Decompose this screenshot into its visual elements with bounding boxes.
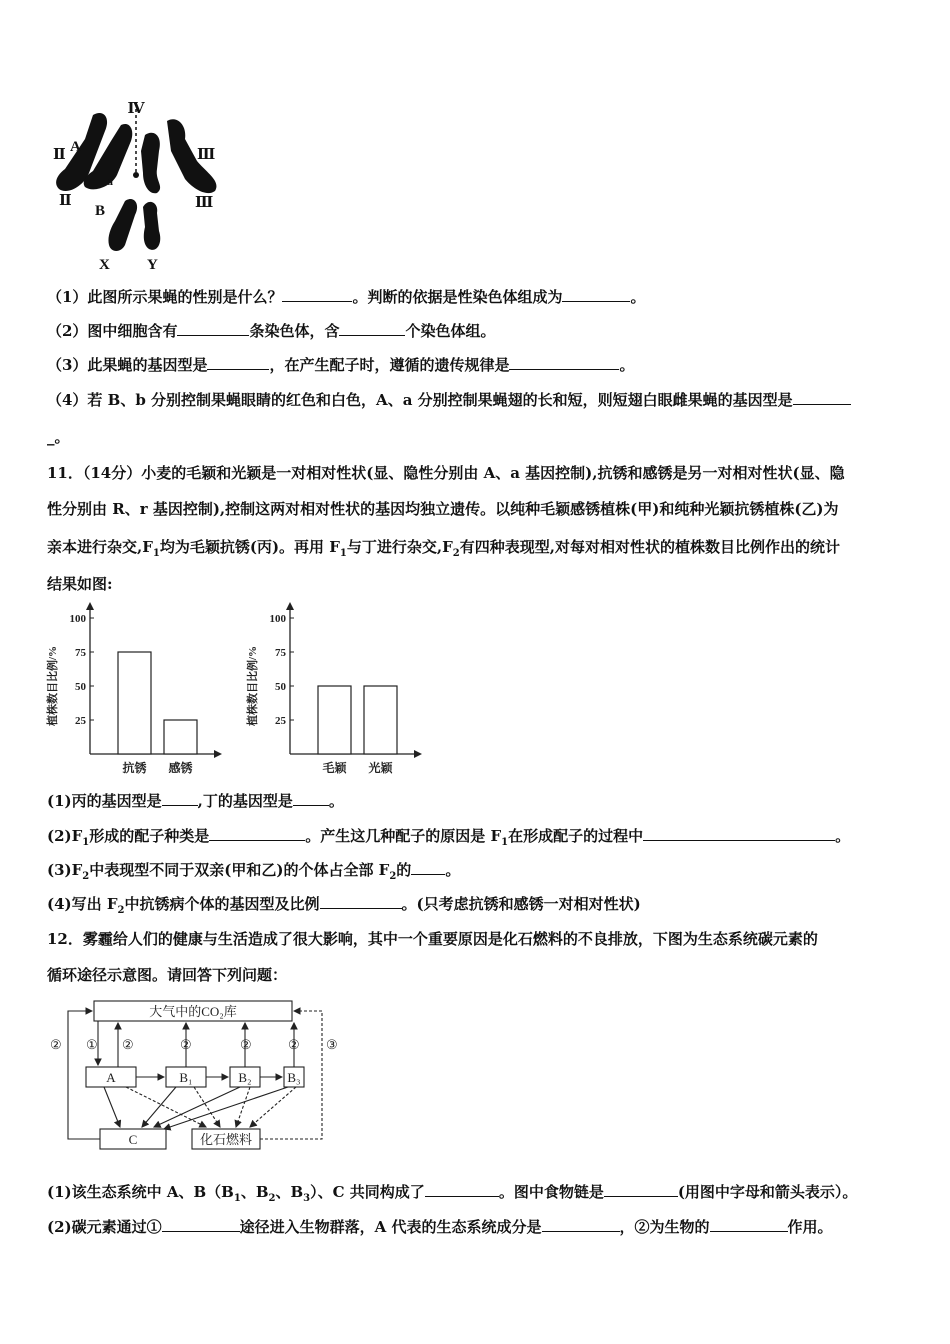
chromosome-iv-dot [133, 172, 139, 178]
q11-part2: $(2)F_1$形成的配子种类是 。产生这几种配子的原因是 $F_1$在形成配子的过程中 。 [47, 827, 851, 848]
y-tick-label: 100 [269, 613, 286, 625]
q11-intro-line3: 亲本进行杂交$,F_1$均为毛颖抗锈(丙)。再用 $F_1$与丁进行杂交$,F_2$有四种表现型,对每对相对性状的植株数目比例作出的统计 [47, 538, 840, 559]
chromosome-y [143, 202, 160, 250]
y-axis-label: 植株数目比例/% [47, 645, 59, 727]
answer-blank[interactable] [207, 357, 269, 370]
bar-光颖 [364, 686, 397, 754]
node-fossil-fuel: 化石燃料 [199, 1132, 253, 1147]
y-tick-label: 25 [275, 715, 286, 727]
label-iii-top: Ⅲ [197, 147, 216, 163]
chromosome-iii-left [141, 133, 160, 194]
q11-intro-line2: 性分别由 R、r 基因控制),控制这两对相对性状的基因均独立遗传。以纯种毛颖感锈植株(甲)和纯种光颖抗锈植株(乙)为 [47, 500, 839, 518]
answer-blank[interactable] [209, 828, 305, 841]
co2-pool-label: 大气中的CO₂库 [149, 1004, 237, 1019]
answer-blank[interactable] [509, 357, 619, 370]
q10-part3: （3）此果蝇的基因型是 ，在产生配子时，遵循的遗传规律是 。 [47, 356, 635, 374]
marker-2-b: ② [180, 1037, 192, 1052]
node-B3: B₃ [287, 1070, 301, 1085]
bar-抗锈 [118, 652, 151, 754]
y-axis-label: 植株数目比例/% [247, 645, 259, 727]
label-iii-bottom: Ⅲ [195, 195, 214, 211]
marker-3: ③ [326, 1037, 338, 1052]
node-B1: B₁ [179, 1070, 193, 1085]
answer-blank[interactable] [604, 1184, 678, 1197]
label-a: a [107, 174, 113, 188]
answer-blank[interactable] [710, 1219, 788, 1232]
q11-part3: $(3)F_2$中表现型不同于双亲(甲和乙)的个体占全部 $F_2$的 。 [47, 861, 461, 882]
category-label: 毛颖 [322, 761, 347, 775]
y-axis-arrow [286, 602, 294, 610]
answer-blank[interactable] [643, 828, 835, 841]
q12-intro-line2: 循环途径示意图。请回答下列问题： [47, 966, 288, 984]
label-Y: Y [147, 257, 158, 273]
q11-intro-line1: 11．（14分）小麦的毛颖和光颖是一对相对性状(显、隐性分别由 A、a 基因控制),抗锈和感锈是另一对相对性状(显、隐 [47, 464, 845, 482]
label-B: B [95, 203, 106, 219]
marker-2-a: ② [122, 1037, 134, 1052]
y-tick-label: 75 [275, 647, 286, 659]
bar-感锈 [164, 720, 197, 754]
q11-intro-line4: 结果如图: [47, 575, 113, 593]
chromosome-x [108, 199, 137, 251]
q12-part2: (2)碳元素通过① 途径进入生物群落，A 代表的生态系统成分是 ，②为生物的 作用。 [47, 1218, 833, 1236]
answer-blank[interactable] [282, 289, 352, 302]
q12-intro-line1: 12．雾霾给人们的健康与生活造成了很大影响，其中一个重要原因是化石燃料的不良排放，下图为生态系统碳元素的 [47, 930, 818, 948]
q10-part4: （4）若 B、b 分别控制果蝇眼睛的红色和白色，A、a 分别控制果蝇翅的长和短，则短翅白眼雌果蝇的基因型是 [47, 389, 851, 410]
x-axis-arrow [214, 750, 222, 758]
label-ii-bottom: Ⅱ [59, 193, 72, 209]
y-tick-label: 75 [75, 647, 86, 659]
y-tick-label: 25 [75, 715, 86, 727]
q11-part1: (1)丙的基因型是 ,丁的基因型是 。 [47, 792, 344, 810]
marker-2-left: ② [50, 1037, 62, 1052]
answer-blank[interactable] [293, 793, 329, 806]
answer-blank[interactable] [177, 323, 249, 336]
answer-blank[interactable] [542, 1219, 620, 1232]
label-A: A [70, 139, 81, 155]
q10-part2: （2）图中细胞含有 条染色体，含 个染色体组。 [47, 322, 496, 340]
category-label: 感锈 [168, 761, 193, 775]
y-axis-arrow [86, 602, 94, 610]
answer-blank[interactable] [411, 862, 445, 875]
category-label: 光颖 [368, 761, 393, 775]
node-C: C [128, 1132, 138, 1147]
bar-chart-glume-type [244, 598, 434, 780]
answer-blank[interactable] [562, 289, 630, 302]
marker-1: ① [86, 1037, 98, 1052]
chromosome-figure [45, 95, 225, 275]
bar-chart-rust-resistance [44, 598, 234, 780]
bar-毛颖 [318, 686, 351, 754]
y-tick-label: 50 [275, 681, 286, 693]
label-ii-top: Ⅱ [53, 147, 66, 163]
category-label: 抗锈 [122, 761, 147, 775]
label-iv: Ⅳ [127, 101, 145, 117]
answer-blank[interactable] [162, 1219, 240, 1232]
q12-part1: (1)该生态系统中 A、$B(B_1$、$B_2$、$B_3$）、C 共同构成了 。图中食物链是 (用图中字母和箭头表示）。 [47, 1183, 858, 1204]
x-axis-arrow [414, 750, 422, 758]
node-A: A [106, 1070, 116, 1085]
q11-part4: (4)写出 $F_2$中抗锈病个体的基因型及比例 。(只考虑抗锈和感锈一对相对性状) [47, 895, 641, 916]
answer-blank[interactable] [793, 392, 851, 405]
answer-blank[interactable] [339, 323, 405, 336]
marker-2-d: ② [288, 1037, 300, 1052]
y-tick-label: 50 [75, 681, 86, 693]
answer-blank[interactable] [320, 896, 402, 909]
node-B2: B₂ [238, 1070, 252, 1085]
carbon-cycle-diagram [44, 995, 349, 1155]
answer-blank[interactable] [162, 793, 198, 806]
q10-part4-end: _。 [47, 428, 70, 446]
marker-2-c: ② [240, 1037, 252, 1052]
label-X: X [99, 257, 110, 273]
y-tick-label: 100 [69, 613, 86, 625]
answer-blank[interactable] [425, 1184, 499, 1197]
q10-part1: （1）此图所示果蝇的性别是什么？ 。判断的依据是性染色体组成为 。 [47, 288, 646, 306]
